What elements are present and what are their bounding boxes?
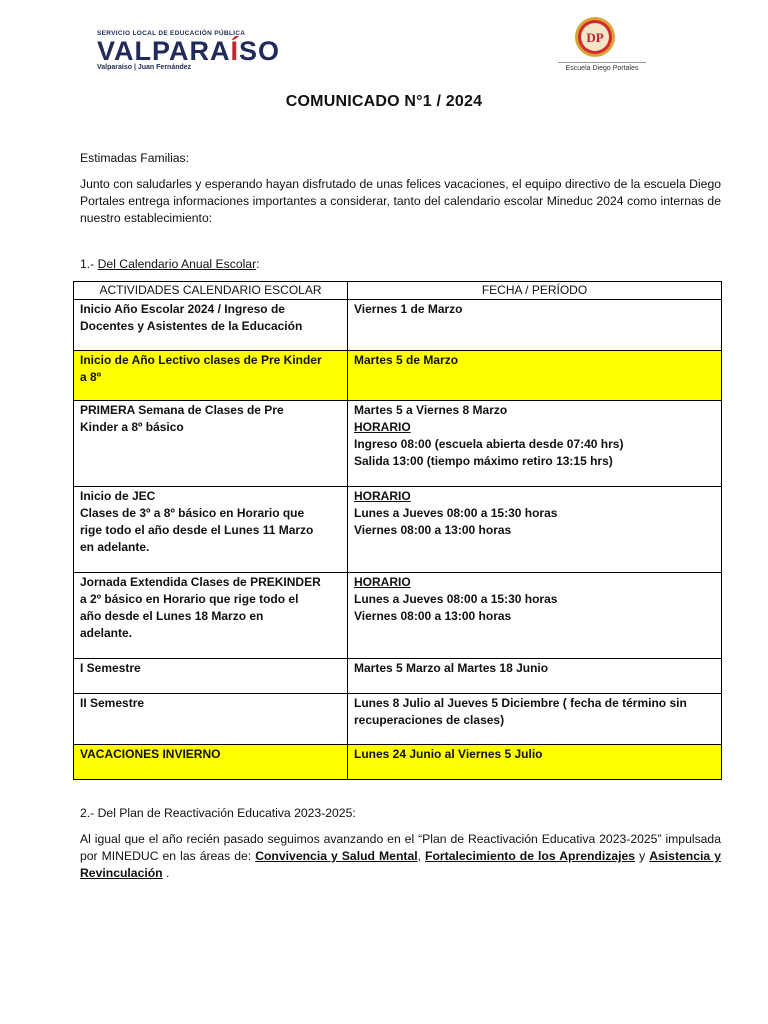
table-row-highlighted bbox=[74, 745, 722, 780]
activity-cell bbox=[74, 487, 348, 573]
logo-brand-accent: Í bbox=[230, 36, 240, 66]
seal-initials: DP bbox=[586, 30, 604, 45]
cell-line: Inicio Año Escolar 2024 / Ingreso de bbox=[80, 302, 285, 316]
cell-line: Salida 13:00 (tiempo máximo retiro 13:15 hrs) bbox=[354, 454, 613, 468]
date-cell bbox=[348, 694, 722, 745]
table-row bbox=[74, 573, 722, 659]
greeting: Estimadas Familias: bbox=[80, 151, 190, 165]
paragraph-text: Al igual que el año recién pasado seguimos avanzando en el “Plan de Reactivación Educativa 2023-2025” impulsada por MINEDUC en las áreas de: bbox=[80, 832, 721, 863]
cell-line: Clases de 3º a 8º básico en Horario que bbox=[80, 506, 305, 520]
schedule-label: HORARIO bbox=[354, 420, 411, 434]
table-row bbox=[74, 401, 722, 487]
table-row bbox=[74, 300, 722, 351]
cell-line: Viernes 08:00 a 13:00 horas bbox=[354, 609, 512, 623]
cell-line: recuperaciones de clases) bbox=[354, 713, 505, 727]
section2-heading: 2.- Del Plan de Reactivación Educativa 2023-2025: bbox=[80, 806, 356, 820]
table-row bbox=[74, 659, 722, 694]
cell-line: adelante. bbox=[80, 626, 133, 640]
cell-line: Ingreso 08:00 (escuela abierta desde 07:40 hrs) bbox=[354, 437, 624, 451]
section1-suffix: : bbox=[256, 257, 260, 271]
date-cell bbox=[348, 351, 722, 401]
activity-cell bbox=[74, 694, 348, 745]
section1-title: Del Calendario Anual Escolar bbox=[97, 257, 257, 271]
cell-line: Lunes a Jueves 08:00 a 15:30 horas bbox=[354, 592, 558, 606]
intro-paragraph: Junto con saludarles y esperando hayan disfrutado de unas felices vacaciones, el equipo directivo de la escuela Diego Portales entrega informaciones importantes a considerar, tanto del calendario escolar Mineduc 2024 como internas de nuestro establecimiento: bbox=[80, 177, 721, 225]
column-header-activities: ACTIVIDADES CALENDARIO ESCOLAR bbox=[74, 282, 348, 300]
table-header-row bbox=[74, 282, 722, 300]
cell-line: Martes 5 Marzo al Martes 18 Junio bbox=[354, 661, 549, 675]
date-cell bbox=[348, 300, 722, 351]
separator: , bbox=[417, 849, 426, 863]
activity-cell bbox=[74, 300, 348, 351]
cell-line: a 8º bbox=[80, 370, 102, 384]
cell-line: Inicio de Año Lectivo clases de Pre Kinder bbox=[80, 353, 322, 367]
section1-number: 1.- bbox=[80, 257, 98, 271]
school-seal-icon bbox=[574, 16, 616, 58]
logo-brand bbox=[97, 38, 327, 64]
cell-line: VACACIONES INVIERNO bbox=[80, 747, 221, 761]
date-cell bbox=[348, 573, 722, 659]
logo-brand-suffix: SO bbox=[239, 36, 281, 66]
cell-line: en adelante. bbox=[80, 540, 150, 554]
cell-line: II Semestre bbox=[80, 696, 145, 710]
activity-cell bbox=[74, 401, 348, 487]
area-aprendizajes: Fortalecimiento de los Aprendizajes bbox=[425, 849, 636, 863]
section1-heading bbox=[80, 256, 721, 273]
valparaiso-logo bbox=[97, 30, 327, 75]
date-cell bbox=[348, 745, 722, 780]
cell-line: Martes 5 a Viernes 8 Marzo bbox=[354, 403, 508, 417]
schedule-label: HORARIO bbox=[354, 489, 411, 503]
school-name: Escuela Diego Portales bbox=[565, 65, 639, 72]
activity-cell bbox=[74, 745, 348, 780]
cell-line: Viernes 08:00 a 13:00 horas bbox=[354, 523, 512, 537]
separator: y bbox=[635, 849, 650, 863]
cell-line: rige todo el año desde el Lunes 11 Marzo bbox=[80, 523, 314, 537]
table-row bbox=[74, 694, 722, 745]
cell-line: Docentes y Asistentes de la Educación bbox=[80, 319, 303, 333]
cell-line: Inicio de JEC bbox=[80, 489, 156, 503]
cell-line: Kinder a 8º básico bbox=[80, 420, 184, 434]
cell-line: Lunes 8 Julio al Jueves 5 Diciembre ( fecha de término sin bbox=[354, 696, 687, 710]
cell-line: Lunes 24 Junio al Viernes 5 Julio bbox=[354, 747, 543, 761]
date-cell bbox=[348, 487, 722, 573]
table-row-highlighted bbox=[74, 351, 722, 401]
area-convivencia: Convivencia y Salud Mental bbox=[255, 849, 418, 863]
activity-cell bbox=[74, 659, 348, 694]
cell-line: Martes 5 de Marzo bbox=[354, 353, 459, 367]
cell-line: Jornada Extendida Clases de PREKINDER bbox=[80, 575, 321, 589]
logo-tagline: SERVICIO LOCAL DE EDUCACIÓN PÚBLICA bbox=[97, 30, 246, 37]
school-calendar-table bbox=[73, 281, 722, 780]
date-cell bbox=[348, 659, 722, 694]
cell-line: PRIMERA Semana de Clases de Pre bbox=[80, 403, 284, 417]
activity-cell bbox=[74, 573, 348, 659]
cell-line: año desde el Lunes 18 Marzo en bbox=[80, 609, 264, 623]
cell-line: I Semestre bbox=[80, 661, 141, 675]
school-logo bbox=[552, 14, 652, 76]
logo-divider bbox=[558, 62, 646, 63]
activity-cell bbox=[74, 351, 348, 401]
cell-line: Lunes a Jueves 08:00 a 15:30 horas bbox=[354, 506, 558, 520]
logo-subtitle: Valparaíso | Juan Fernández bbox=[97, 64, 192, 71]
document-title: COMUNICADO N°1 / 2024 bbox=[285, 93, 483, 110]
table-row bbox=[74, 487, 722, 573]
schedule-label: HORARIO bbox=[354, 575, 411, 589]
area-asistencia: Asistencia y Revinculación bbox=[80, 849, 721, 880]
column-header-date: FECHA / PERÍODO bbox=[348, 282, 722, 300]
logo-brand-prefix: VALPARA bbox=[97, 36, 231, 66]
section2-paragraph bbox=[80, 831, 721, 882]
paragraph-end: . bbox=[162, 866, 170, 880]
cell-line: a 2º básico en Horario que rige todo el bbox=[80, 592, 299, 606]
cell-line: Viernes 1 de Marzo bbox=[354, 302, 463, 316]
date-cell bbox=[348, 401, 722, 487]
